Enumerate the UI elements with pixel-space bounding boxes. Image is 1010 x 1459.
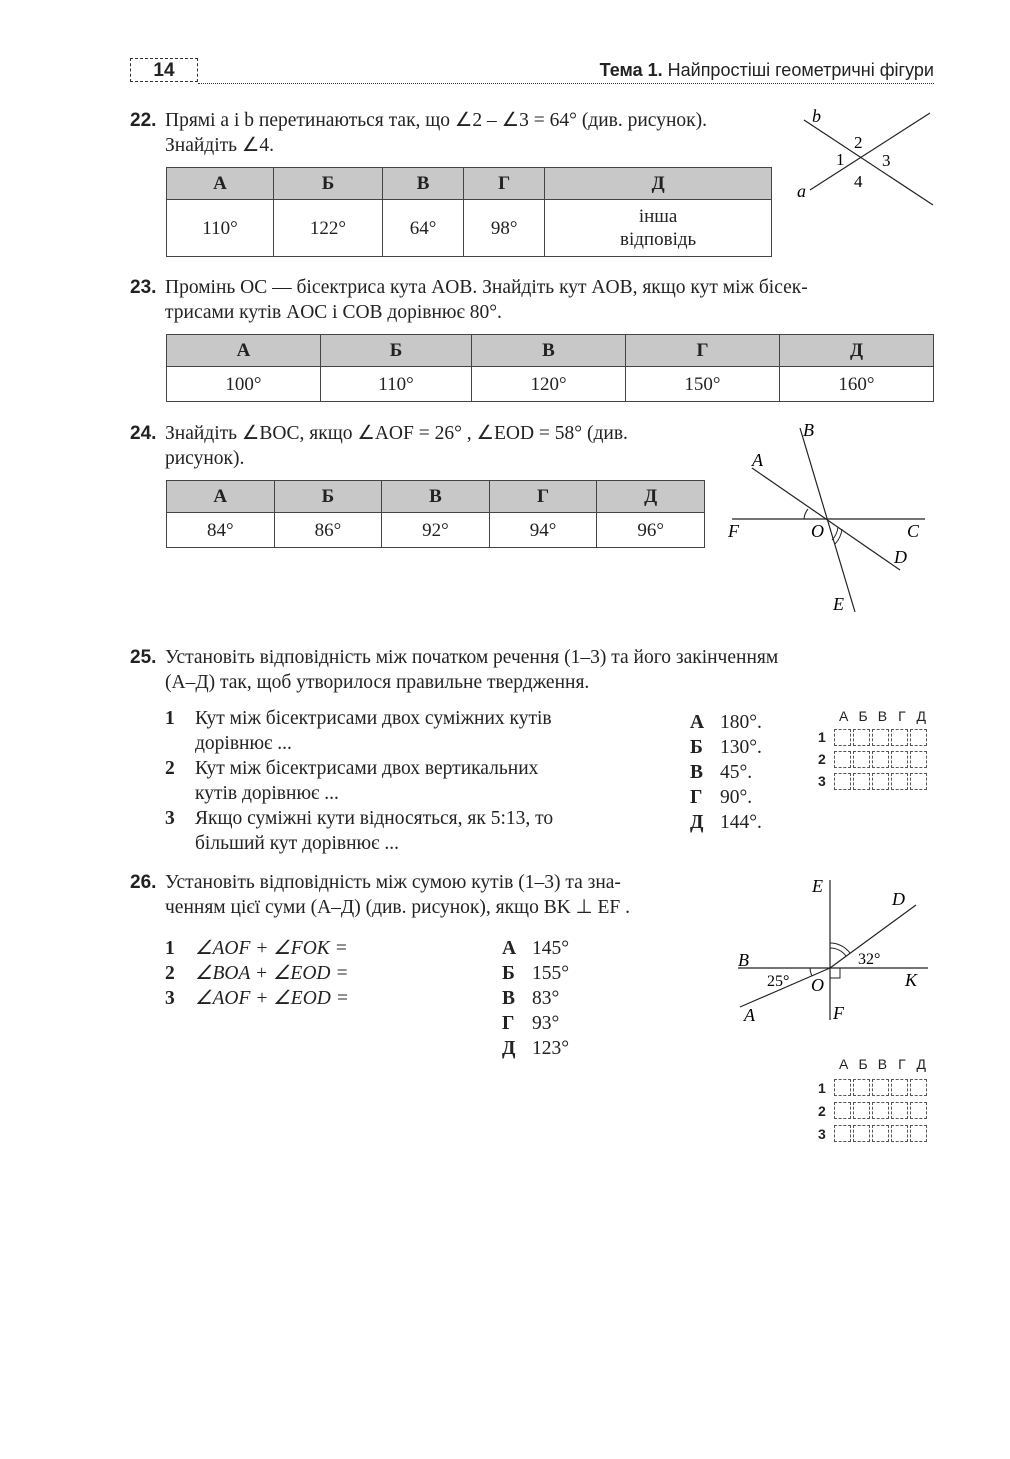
grid-col-g: Г: [898, 1056, 906, 1072]
answer-d[interactable]: 96°: [597, 513, 705, 548]
problem-24-line1: Знайдіть ∠BOC, якщо ∠AOF = 26° , ∠EOD = 58° (див.: [165, 423, 628, 444]
problem-26-line2: ченням цієї суми (А–Д) (див. рисунок), якщо BK ⊥ EF .: [165, 897, 631, 918]
problem-26-line1: Установіть відповідність між сумою кутів (1–3) та зна-: [165, 872, 621, 893]
item-1: [165, 706, 665, 731]
option-g-value: 90°.: [720, 787, 753, 808]
label-C: C: [907, 521, 920, 541]
grid-col-g: Г: [898, 708, 906, 724]
option-g: [690, 785, 762, 810]
grid-cell[interactable]: [872, 1079, 889, 1096]
angle-25-label: 25°: [767, 973, 790, 990]
label-a: a: [797, 181, 806, 201]
angle-32-label: 32°: [858, 951, 881, 968]
angle-1: 1: [836, 150, 845, 169]
angle-arc-32-1: [830, 948, 846, 956]
label-A: A: [752, 450, 763, 470]
grid-col-a: А: [839, 708, 849, 724]
answer-a[interactable]: 100°: [167, 367, 321, 402]
col-g: Г: [464, 168, 545, 200]
item-3-line2: більший кут дорівнює ...: [195, 833, 399, 854]
grid-cell[interactable]: [891, 1079, 908, 1096]
col-d: Д: [597, 481, 705, 513]
problem-26-options: [502, 936, 569, 1061]
grid-cell[interactable]: [872, 751, 889, 768]
item-2-text: ∠BOA + ∠EOD =: [195, 963, 349, 984]
problem-26-number: 26.: [130, 872, 157, 893]
grid-col-d: Д: [916, 1056, 926, 1072]
angle-3: 3: [882, 151, 891, 170]
problem-22-figure: [790, 100, 940, 210]
item-2-number: 2: [165, 758, 175, 779]
item-3-number: 3: [165, 988, 175, 1009]
problem-22-line1: Прямі a і b перетинаються так, що ∠2 – ∠3 = 64° (див. рисунок).: [165, 110, 707, 131]
grid-col-b: Б: [858, 708, 868, 724]
grid-cell[interactable]: [910, 773, 927, 790]
item-3: [165, 986, 485, 1011]
option-v: [690, 760, 762, 785]
answer-d[interactable]: [545, 200, 772, 257]
problem-23-number: 23.: [130, 277, 157, 298]
label-D: D: [894, 547, 907, 567]
item-3-line1: Якщо суміжні кути відносяться, як 5:13, то: [195, 808, 554, 829]
option-v: [502, 986, 569, 1011]
answer-d-line2: відповідь: [620, 229, 697, 250]
answer-a[interactable]: 110°: [167, 200, 274, 257]
problem-23-line1: Промінь OC — бісектриса кута AOB. Знайдіть кут AOB, якщо кут між бісек-: [165, 277, 808, 298]
label-O: O: [811, 521, 824, 541]
option-a-key: А: [690, 712, 705, 733]
option-b: [690, 735, 762, 760]
col-v: В: [382, 481, 490, 513]
item-3-text: ∠AOF + ∠EOD =: [195, 988, 349, 1009]
col-a: А: [167, 335, 321, 367]
right-angle-mark: [830, 968, 840, 978]
col-d: Д: [545, 168, 772, 200]
problem-25-line2: (А–Д) так, щоб утворилося правильне твердження.: [165, 672, 590, 693]
item-1-number: 1: [165, 708, 175, 729]
option-d: [690, 810, 762, 835]
item-1-text: ∠AOF + ∠FOK =: [195, 938, 348, 959]
problem-22-text: [165, 108, 785, 158]
option-g: [502, 1011, 569, 1036]
option-v-key: В: [502, 988, 516, 1009]
answer-g[interactable]: 98°: [464, 200, 545, 257]
grid-header: [818, 708, 931, 726]
angle-2: 2: [854, 133, 863, 152]
option-v-value: 45°.: [720, 762, 753, 783]
option-a: [690, 710, 762, 735]
grid-row-1: [818, 1076, 931, 1099]
problem-24-line2: рисунок).: [165, 448, 245, 469]
option-d: [502, 1036, 569, 1061]
grid-row-2: [818, 748, 931, 770]
item-1-line1: Кут між бісектрисами двох суміжних кутів: [195, 708, 552, 729]
option-b: [502, 961, 569, 986]
label-b: b: [812, 106, 821, 126]
problem-22-line2: Знайдіть ∠4.: [165, 135, 275, 156]
grid-cell[interactable]: [872, 773, 889, 790]
grid-row-1-label: 1: [818, 729, 826, 745]
option-g-value: 93°: [532, 1013, 560, 1034]
answer-d[interactable]: 160°: [779, 367, 933, 402]
grid-cell[interactable]: [853, 751, 870, 768]
option-b-value: 130°.: [720, 737, 762, 758]
grid-cell[interactable]: [910, 1102, 927, 1119]
problem-25-options: [690, 710, 762, 835]
grid-row-3-label: 3: [818, 1125, 826, 1142]
problem-24-text: [165, 421, 725, 471]
option-a-value: 180°.: [720, 712, 762, 733]
col-a: А: [167, 168, 274, 200]
grid-row-3-label: 3: [818, 773, 826, 789]
grid-cell[interactable]: [891, 773, 908, 790]
answer-a[interactable]: 84°: [167, 513, 275, 548]
col-b: Б: [273, 168, 382, 200]
grid-row-1: [818, 726, 931, 748]
problem-24-answer-table: [166, 480, 705, 548]
answer-v[interactable]: 64°: [383, 200, 464, 257]
problem-24-number: 24.: [130, 423, 157, 444]
problem-22-number: 22.: [130, 110, 157, 131]
grid-cell[interactable]: [834, 773, 851, 790]
problem-23-text: [165, 275, 935, 325]
grid-col-b: Б: [858, 1056, 868, 1072]
option-d-key: Д: [502, 1038, 516, 1059]
option-v-value: 83°: [532, 988, 560, 1009]
line-a: [810, 113, 930, 190]
option-b-key: Б: [502, 963, 515, 984]
item-2: [165, 961, 485, 986]
grid-cell[interactable]: [872, 1102, 889, 1119]
grid-cell[interactable]: [891, 1125, 908, 1142]
grid-col-v: В: [877, 708, 888, 724]
answer-v[interactable]: 92°: [382, 513, 490, 548]
angle-arc-eod-2: [835, 529, 842, 544]
grid-cell[interactable]: [910, 1125, 927, 1142]
option-b-key: Б: [690, 737, 703, 758]
problem-25-items: [165, 706, 665, 856]
grid-cell[interactable]: [910, 729, 927, 746]
grid-col-d: Д: [916, 708, 926, 724]
grid-cell[interactable]: [891, 1102, 908, 1119]
col-v: В: [472, 335, 626, 367]
option-a: [502, 936, 569, 961]
grid-cell[interactable]: [834, 729, 851, 746]
option-g-key: Г: [502, 1013, 515, 1034]
topic-title: Найпростіші геометричні фігури: [667, 60, 934, 80]
item-1: [165, 936, 485, 961]
grid-cell[interactable]: [891, 729, 908, 746]
label-O: O: [811, 975, 824, 995]
grid-cell[interactable]: [853, 729, 870, 746]
label-E: E: [833, 594, 844, 614]
page-number: 14: [130, 58, 198, 82]
option-d-value: 144°.: [720, 812, 762, 833]
label-D: D: [892, 889, 905, 909]
item-2: [165, 756, 665, 781]
answer-g[interactable]: 150°: [626, 367, 780, 402]
grid-cell[interactable]: [872, 1125, 889, 1142]
label-F: F: [833, 1003, 844, 1023]
grid-cell[interactable]: [853, 1102, 870, 1119]
problem-25-text: [165, 645, 935, 695]
problem-25-answer-grid: [818, 708, 931, 792]
problem-23-answer-table: [166, 334, 934, 402]
label-K: K: [905, 970, 918, 990]
item-3-number: 3: [165, 808, 175, 829]
grid-cell[interactable]: [853, 773, 870, 790]
problem-25-line1: Установіть відповідність між початком речення (1–3) та його закінченням: [165, 647, 779, 668]
option-d-value: 123°: [532, 1038, 570, 1059]
col-a: А: [167, 481, 275, 513]
col-g: Г: [626, 335, 780, 367]
grid-header: [818, 1056, 931, 1076]
grid-cell[interactable]: [834, 1102, 851, 1119]
answer-b[interactable]: 86°: [274, 513, 382, 548]
option-b-value: 155°: [532, 963, 570, 984]
answer-g[interactable]: 94°: [489, 513, 597, 548]
item-2-number: 2: [165, 963, 175, 984]
label-F: F: [728, 521, 739, 541]
grid-cell[interactable]: [872, 729, 889, 746]
problem-23-line2: трисами кутів AOC і COB дорівнює 80°.: [165, 302, 502, 323]
grid-row-2: [818, 1099, 931, 1122]
grid-cell[interactable]: [834, 1079, 851, 1096]
label-B: B: [803, 420, 814, 440]
col-b: Б: [274, 481, 382, 513]
answer-d-line1: інша: [638, 206, 678, 227]
col-b: Б: [320, 335, 471, 367]
col-v: В: [383, 168, 464, 200]
grid-row-3: [818, 770, 931, 792]
header-title: [600, 60, 934, 81]
problem-26-items: [165, 936, 485, 1011]
grid-cell[interactable]: [910, 1079, 927, 1096]
option-g-key: Г: [690, 787, 703, 808]
problem-26-answer-grid: [818, 1056, 931, 1145]
problem-25-number: 25.: [130, 647, 157, 668]
label-B: B: [738, 950, 749, 970]
grid-cell[interactable]: [910, 751, 927, 768]
col-g: Г: [489, 481, 597, 513]
answer-b[interactable]: 110°: [320, 367, 471, 402]
problem-22-answer-table: [166, 167, 772, 257]
col-d: Д: [779, 335, 933, 367]
grid-row-1-label: 1: [818, 1079, 826, 1096]
grid-col-v: В: [877, 1056, 888, 1072]
item-3: [165, 806, 665, 831]
grid-cell[interactable]: [834, 1125, 851, 1142]
item-1-number: 1: [165, 938, 175, 959]
answer-b[interactable]: 122°: [273, 200, 382, 257]
item-2-line1: Кут між бісектрисами двох вертикальних: [195, 758, 539, 779]
item-2-line2: кутів дорівнює ...: [195, 783, 339, 804]
line-b: [804, 120, 933, 205]
topic-label: Тема 1.: [599, 60, 663, 80]
label-E: E: [812, 876, 823, 896]
option-a-key: А: [502, 938, 517, 959]
grid-col-a: А: [839, 1056, 849, 1072]
problem-26-text: [165, 870, 725, 920]
label-A: A: [744, 1005, 755, 1025]
option-v-key: В: [690, 762, 704, 783]
grid-cell[interactable]: [853, 1125, 870, 1142]
item-1-line2: дорівнює ...: [195, 733, 292, 754]
problem-26-figure: [730, 870, 935, 1030]
grid-row-2-label: 2: [818, 751, 826, 767]
grid-row-3: [818, 1122, 931, 1145]
grid-row-2-label: 2: [818, 1102, 826, 1119]
header-rule: [198, 83, 934, 84]
grid-cell[interactable]: [834, 751, 851, 768]
angle-arc-aof: [804, 509, 808, 519]
answer-v[interactable]: 120°: [472, 367, 626, 402]
option-a-value: 145°: [532, 938, 570, 959]
problem-24-figure: [720, 420, 935, 620]
grid-cell[interactable]: [891, 751, 908, 768]
grid-cell[interactable]: [853, 1079, 870, 1096]
option-d-key: Д: [690, 812, 704, 833]
angle-4: 4: [854, 172, 863, 191]
